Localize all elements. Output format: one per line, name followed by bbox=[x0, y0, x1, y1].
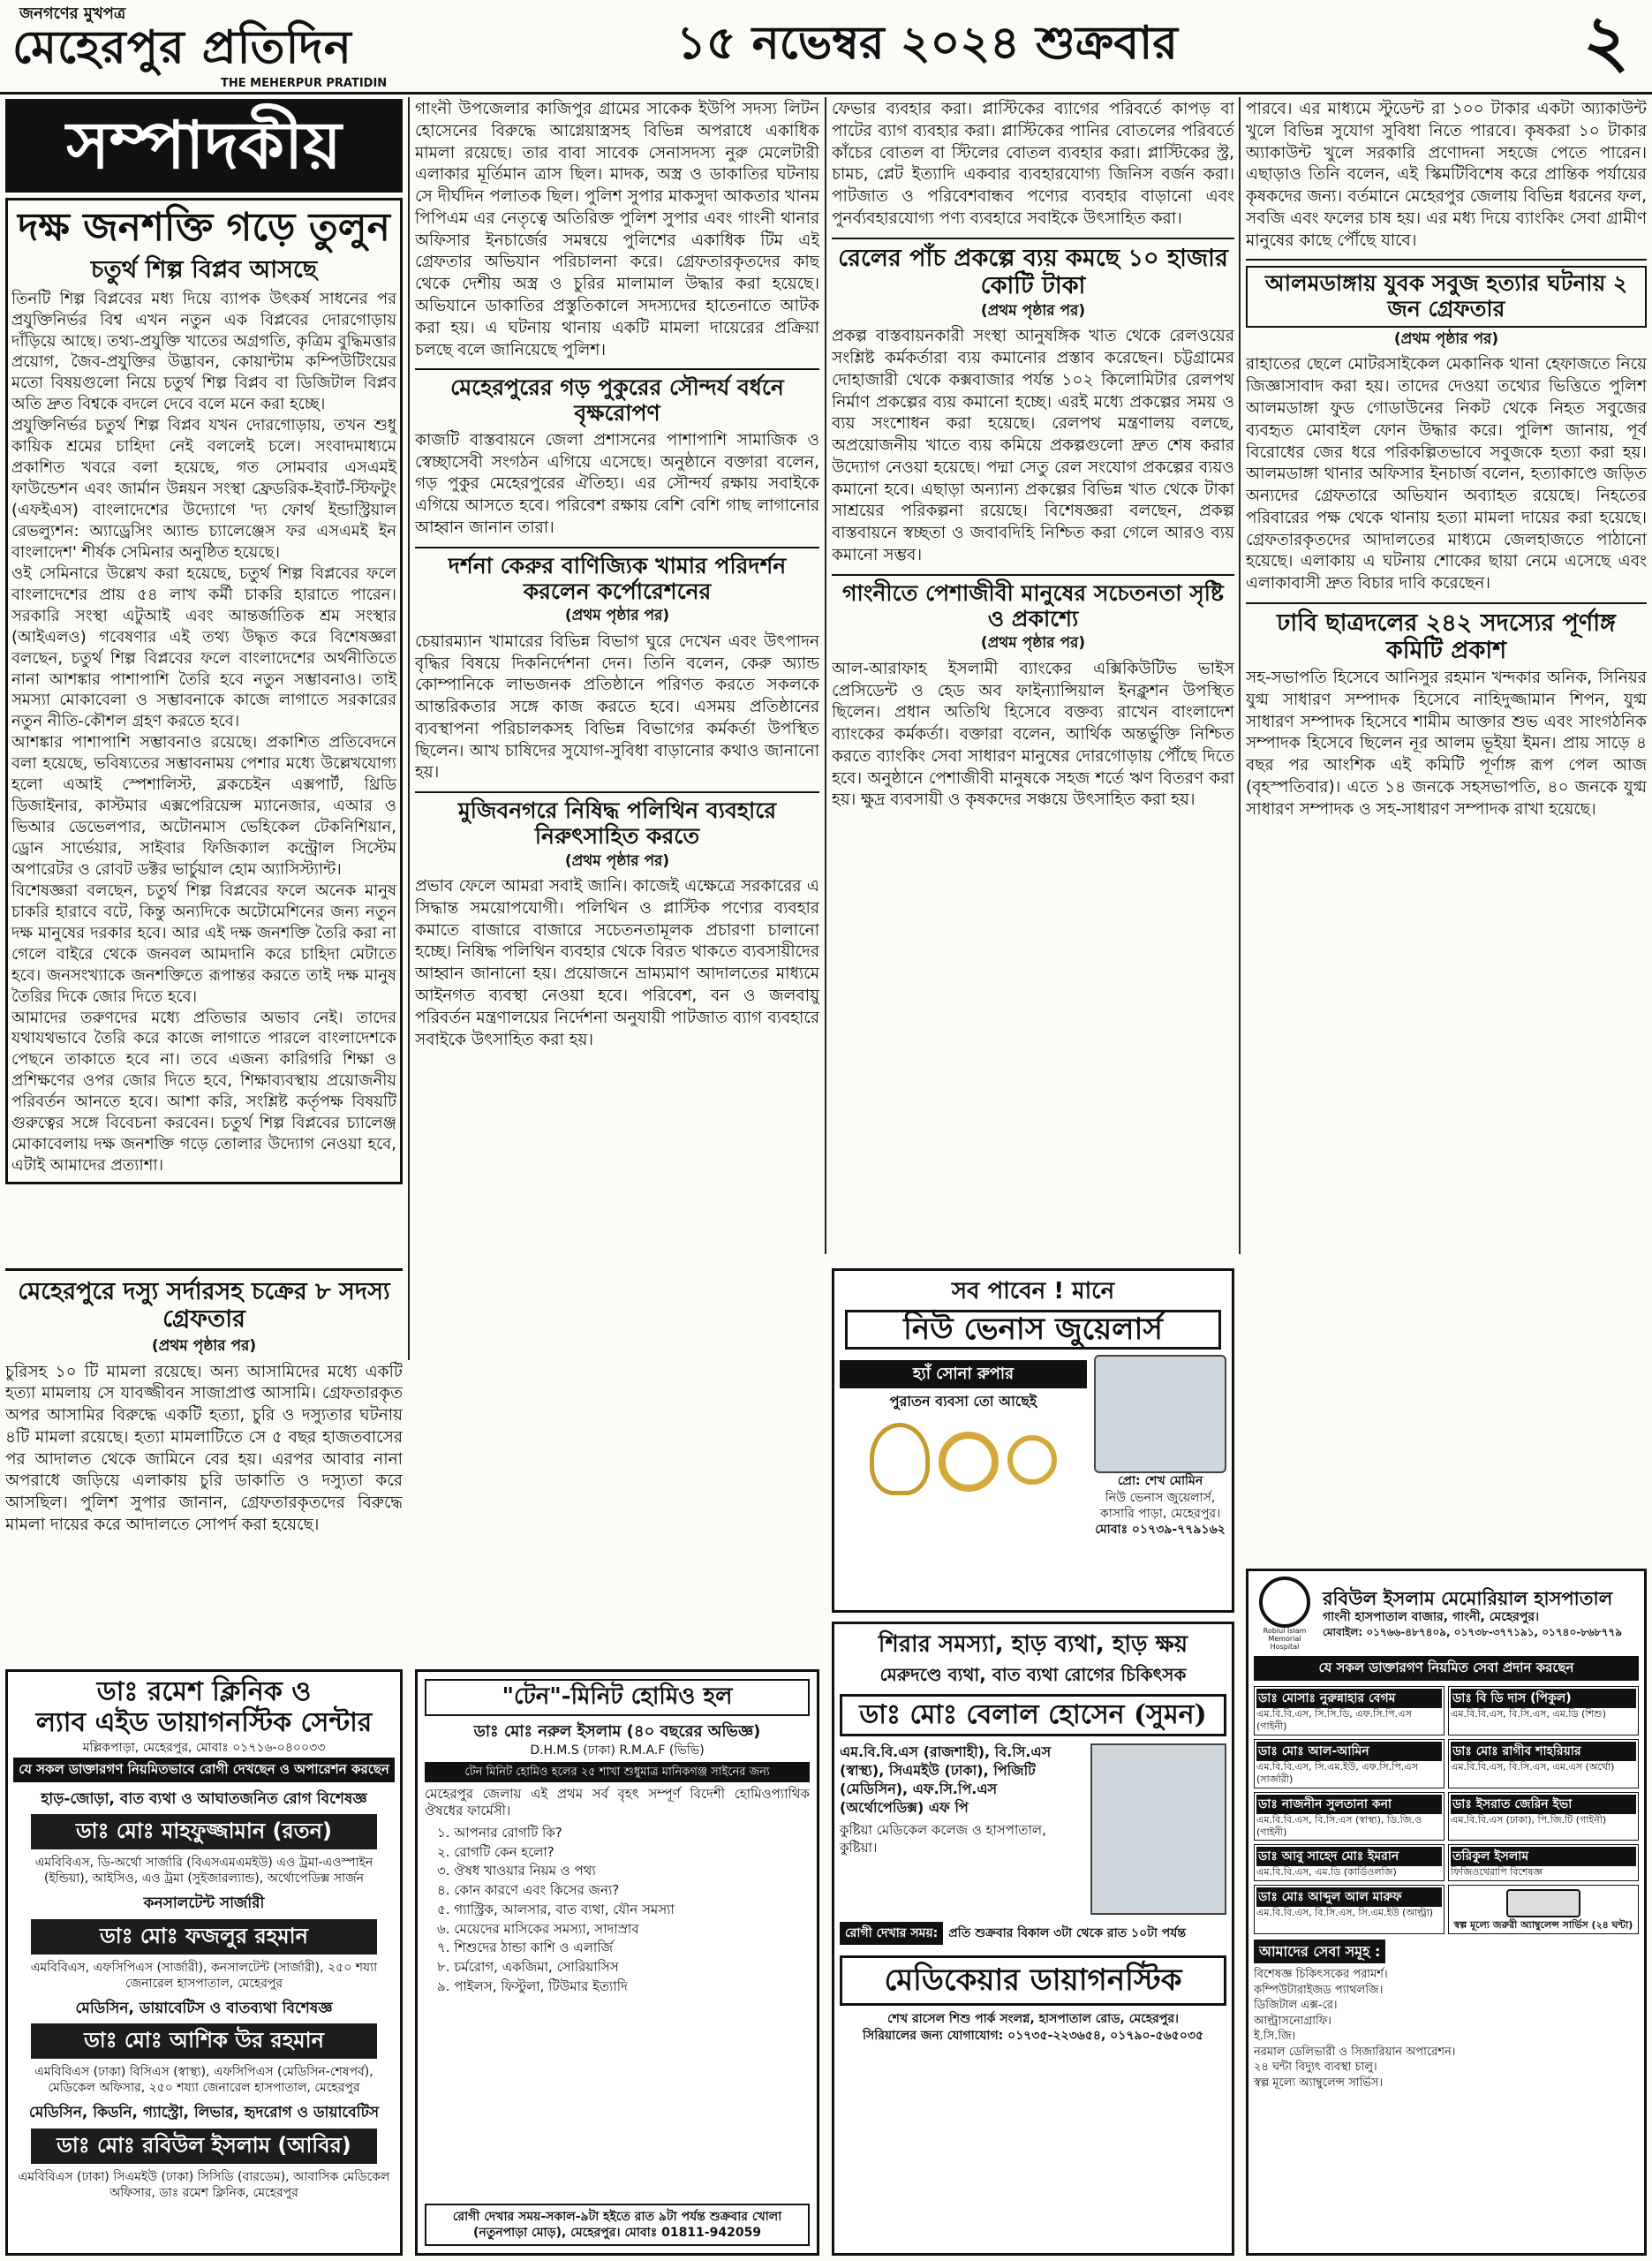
homeo-note: টেন মিনিট হোমিও হলের ২৫ শাখা শুধুমাত্র মানিকগঞ্জ সাইনের জন্য bbox=[425, 1762, 810, 1782]
homeo-doctor: ডাঃ মোঃ নরুল ইসলাম (৪০ বছরের অভিজ্ঞ) bbox=[473, 1721, 761, 1741]
doctor-name: ডাঃ বি ডি দাস (পিকুল) bbox=[1451, 1689, 1636, 1708]
owner-phone: মোবাঃ ০১৭৩৯-৭৭৯১৬২ bbox=[1095, 1522, 1226, 1537]
issue-date: ১৫ নভেম্বর ২০২৪ শুক্রবার bbox=[676, 16, 1178, 70]
list-item: কম্পিউটারাইজড প্যাথলজি। bbox=[1254, 1983, 1384, 1997]
jewellery-advert bbox=[832, 1268, 1234, 1613]
ambulance-card bbox=[1448, 1885, 1639, 1934]
rail-body: প্রকল্প বাস্তবায়নকারী সংস্থা আনুষঙ্গিক খাত থেকে রেলওয়ের সংশ্লিষ্ট কর্মকর্তারা ব্যয় কমানোর প্রস্তাব করেছেন। চট্টগ্রামের দোহাজারী থেকে কক্সবাজার পর্যন্ত ১০২ কিলোমিটার রেলপথ নির্মাণ প্রকল্পের ব্যয় কমানো হচ্ছে। এরই মধ্যে প্রকল্পের সময় ও ব্যয় সংশোধন করা হয়েছে। রেলপথ মন্ত্রণালয় বলছে, অপ্রয়োজনীয় খাতে ব্যয় কমিয়ে প্রকল্পগুলো দ্রুত শেষ করার উদ্যোগ নেওয়া হয়েছে। পদ্মা সেতু রেল সংযোগ প্রকল্পের ব্যয়ও কমানো হবে। এছাড়া অন্যান্য প্রকল্পের বিভিন্ন খাত থেকে টাকা সাশ্রয়ের পরিকল্পনা রয়েছে। বিশেষজ্ঞরা বলছেন, প্রকল্প বাস্তবায়নে স্বচ্ছতা ও জবাবদিহি নিশ্চিত করা গেলে আরও ব্যয় কমানো সম্ভব। bbox=[832, 327, 1234, 565]
murder-story bbox=[1246, 259, 1647, 595]
rail-headline: রেলের পাঁচ প্রকল্পে ব্যয় কমছে ১০ হাজার কোটি টাকা bbox=[838, 244, 1228, 299]
doctor-degree: এমবিবিএস, ডি-অর্থো সার্জারি (বিএসএমএমইউ) এও ট্রমা-এওস্পাইন (ইন্ডিয়া), আইসিও, এও ট্রমা (সুইজারল্যান্ড), অর্থোপেডিক্স সার্জন bbox=[34, 1856, 373, 1887]
doctor-card bbox=[1448, 1686, 1639, 1735]
homeo-advert bbox=[415, 1669, 819, 2256]
editorial-paragraph: ওই সেমিনারে উল্লেখ করা হয়েছে, চতুর্থ শিল্প বিপ্লবের ফলে বাংলাদেশের প্রায় ৫৪ লাখ কর্মী চাকরি হারাতে পারেন। সরকারি সংস্থা এটুআই এবং আন্তর্জাতিক শ্রম সংস্থার (আইএলও) গবেষণার এই তথ্য উদ্ধৃত করে বিশেষজ্ঞরা বলছেন, চতুর্থ শিল্প বিপ্লবের ফলে বাংলাদেশের অর্থনীতিতে নানা আশঙ্কার পাশাপাশি তৈরি হবে নতুন সম্ভাবনাও। তাই সমস্যা মোকাবেলা ও সম্ভাবনাকে কাজে লাগাতে সরকারের নতুন নীতি-কৌশল গ্রহণ করতে হবে। bbox=[11, 563, 396, 731]
necklace-icon bbox=[870, 1423, 930, 1495]
ambulance-icon bbox=[1506, 1889, 1580, 1917]
editorial-frame bbox=[5, 198, 403, 1184]
bangle-icon bbox=[1007, 1435, 1057, 1485]
column-divider bbox=[1239, 97, 1241, 1254]
doctor-degree: ফিজিওথেরাপি বিশেষজ্ঞ bbox=[1451, 1866, 1543, 1879]
masthead-tagline: জনগণের মুখপত্র bbox=[19, 4, 126, 23]
owner-address: নিউ ভেনাস জুয়েলার্স, কাসারি পাড়া, মেহেরপুর। bbox=[1099, 1490, 1221, 1521]
editorial-banner: সম্পাদকীয় bbox=[5, 99, 403, 193]
list-item: ৩. ঔষধ খাওয়ার নিয়ম ও পথ্য bbox=[437, 1863, 596, 1879]
robbery-headline: মেহেরপুরে দস্যু সর্দারসহ চক্রের ৮ সদস্য গ্রেফতার bbox=[18, 1278, 390, 1334]
diag-time-value: প্রতি শুক্রবার বিকাল ৩টা থেকে রাত ১০টা পর্যন্ত bbox=[948, 1926, 1187, 1941]
doctor-name: ডাঃ নাজনীন সুলতানা কনা bbox=[1256, 1795, 1442, 1814]
gangni-body: আল-আরাফাহ ইসলামী ব্যাংকের এক্সিকিউটিভ ভাইস প্রেসিডেন্ট ও হেড অব ফাইন্যান্সিয়াল ইনক্লুশন উপস্থিত ছিলেন। প্রধান অতিথি হিসেবে বক্তব্য রাখেন বাংলাদেশ ব্যাংকের কর্মকর্তা। বক্তারা বলেন, আর্থিক অন্তর্ভুক্তি নিশ্চিত করতে ব্যাংকিং সেবা সাধারণ মানুষের দোরগোড়ায় পৌঁছে দিতে হবে। অনুষ্ঠানে পেশাজীবী মানুষকে সহজ শর্তে ঋণ বিতরণ করা হয়। ক্ষুদ্র ব্যবসায়ী ও কৃষকদের সঞ্চয়ে উৎসাহিত করা হয়। bbox=[832, 659, 1234, 810]
owner-photo bbox=[1094, 1355, 1226, 1473]
clinic-title-2: ল্যাব এইড ডায়াগনস্টিক সেন্টার bbox=[35, 1706, 373, 1738]
hospital-logo-text: Robiul Islam Memorial Hospital bbox=[1263, 1627, 1307, 1651]
diag-time-label: রোগী দেখার সময়: bbox=[840, 1922, 943, 1945]
farm-story bbox=[415, 547, 819, 784]
jewellery-owner bbox=[1094, 1355, 1226, 1538]
doctor-name: ডাঃ মোঃ রবিউল ইসলাম (আবির) bbox=[31, 2129, 377, 2164]
homeo-list bbox=[425, 1824, 810, 1997]
doctor-degree: এম.বি.বি.এস, সি.এম.ইউ, এফ.সি.পি.এস (সার্জারী) bbox=[1256, 1761, 1418, 1785]
clinic-title: ডাঃ রমেশ ক্লিনিক ও bbox=[96, 1676, 312, 1707]
jewellery-line1: হ্যাঁ সোনা রুপার bbox=[840, 1360, 1087, 1388]
gangni-story bbox=[832, 574, 1234, 812]
list-item: ৭. শিশুদের ঠান্ডা কাশি ও এলার্জি bbox=[437, 1940, 613, 1956]
doctor-card bbox=[1254, 1885, 1445, 1934]
doctor-specialty: মেডিসিন, কিডনি, গ্যাস্ট্রো, লিভার, হৃদরোগ ও ডায়াবেটিস bbox=[28, 2104, 380, 2122]
clinic-advert bbox=[5, 1669, 403, 2256]
homeo-title: "টেন"-মিনিট হোমিও হল bbox=[425, 1679, 810, 1716]
doctor-photo bbox=[1090, 1743, 1226, 1915]
diag-top2: মেরুদণ্ডে ব্যথা, বাত ব্যথা রোগের চিকিৎসক bbox=[879, 1664, 1187, 1686]
homeo-intro: মেহেরপুর জেলায় এই প্রথম সর্ব বৃহৎ সম্পূর্ণ বিদেশী হোমিওপ্যাথিক ঔষধের ফার্মেসী। bbox=[425, 1785, 810, 1819]
list-item: ৯. পাইলস, ফিস্টুলা, টিউমার ইত্যাদি bbox=[437, 1977, 628, 1994]
doctor-card bbox=[1448, 1792, 1639, 1841]
pond-body: কাজটি বাস্তবায়নে জেলা প্রশাসনের পাশাপাশি সামাজিক ও স্বেচ্ছাসেবী সংগঠন এগিয়ে এসেছে। অনুষ্ঠানে বক্তারা বলেন, গড় পুকুর মেহেরপুরের ঐতিহ্য। এর সৌন্দর্য রক্ষায় সবাইকে এগিয়ে আসতে হবে। পরিবেশ রক্ষায় বেশি বেশি গাছ লাগানোর আহ্বান জানান তারা। bbox=[415, 430, 819, 537]
dhaka-headline: ঢাবি ছাত্রদলের ২৪২ সদস্যের পূর্ণাঙ্গ কমিটি প্রকাশ bbox=[1277, 609, 1616, 665]
doctor-specialty: মেডিসিন, ডায়াবেটিস ও বাতব্যথা বিশেষজ্ঞ bbox=[75, 1999, 333, 2017]
doctor-name: ডাঃ মোঃ আশিক উর রহমান bbox=[31, 2023, 377, 2059]
page-number: ২ bbox=[1582, 0, 1629, 82]
doctor-name: ডাঃ মোসাঃ নুরুন্নাহার বেগম bbox=[1256, 1689, 1442, 1708]
dhaka-story bbox=[1246, 602, 1647, 821]
services-list bbox=[1254, 1967, 1639, 2091]
doctor-degree: এম.বি.বি.এস, বি.সি.এস, এম.ডি (শিশু) bbox=[1451, 1708, 1606, 1720]
editorial-subhead: চতুর্থ শিল্প বিপ্লব আসছে bbox=[90, 255, 318, 284]
doctor-degree: এমবিবিএস, এফসিপিএস (সার্জারী), কনসালটেন্ট (সার্জারী), ২৫০ শয্যা জেনারেল হাসপাতাল, মেহেরপুর bbox=[30, 1960, 378, 1991]
hospital-header bbox=[1254, 1577, 1639, 1651]
murder-headline: আলমডাঙ্গায় যুবক সবুজ হত্যার ঘটনায় ২ জন গ্রেফতার bbox=[1246, 266, 1647, 328]
farm-body: চেয়ারম্যান খামারের বিভিন্ন বিভাগ ঘুরে দেখেন এবং উৎপাদন বৃদ্ধির বিষয়ে দিকনির্দেশনা দেন। তিনি বলেন, কেরু অ্যান্ড কোম্পানিকে লাভজনক প্রতিষ্ঠানে পরিণত করতে সকলকে আন্তরিকতার সঙ্গে কাজ করতে হবে। এসময় প্রতিষ্ঠানের ব্যবস্থাপনা পরিচালকসহ বিভিন্ন বিভাগের কর্মকর্তা উপস্থিত ছিলেন। আখ চাষিদের সুযোগ-সুবিধা বাড়ানোর কথাও জানানো হয়। bbox=[415, 631, 819, 783]
column-2 bbox=[415, 99, 819, 1261]
jewellery-body bbox=[840, 1355, 1226, 1538]
hospital-phone: মোবাইল: ০১৭৬৬-৪৮৭৪০৯, ০১৭৩৮-৩৭৭১৯১, ০১৭৪০-৮৬৮৭৭৯ bbox=[1323, 1625, 1622, 1638]
editorial-paragraph: আমাদের তরুণদের মধ্যে প্রতিভার অভাব নেই। তাদের যথাযথভাবে তৈরি করে কাজে লাগাতে পারলে বাংলাদেশকে পেছনে তাকাতে হবে না। তবে এজন্য কারিগরি শিক্ষা ও প্রশিক্ষণের ওপর জোর দিতে হবে, শিক্ষাব্যবস্থায় প্রয়োজনীয় পরিবর্তন আনতে হবে। আশা করি, সংশ্লিষ্ট কর্তৃপক্ষ বিষয়টি গুরুত্বের সঙ্গে বিবেচনা করবেন। চতুর্থ শিল্প বিপ্লবের চ্যালেঞ্জ মোকাবেলায় দক্ষ জনশক্তি গড়ে তোলার উদ্যোগ নেওয়া হবে, এটাই আমাদের প্রত্যাশা। bbox=[11, 1008, 396, 1176]
hospital-ribbon: যে সকল ডাক্তারগণ নিয়মিত সেবা প্রদান করছেন bbox=[1254, 1656, 1639, 1681]
list-item: ৪. কোন কারণে এবং কিসের জন্য? bbox=[437, 1882, 620, 1899]
farm-headline: দর্শনা কেরুর বাণিজ্যিক খামার পরিদর্শন করলেন কর্পোরেশনের bbox=[448, 552, 787, 604]
homeo-degree: D.H.M.S (ঢাকা) R.M.A.F (ভিভি) bbox=[530, 1743, 705, 1758]
hospital-name: রবিউল ইসলাম মেমোরিয়াল হাসপাতাল bbox=[1323, 1587, 1613, 1610]
editorial-paragraph: তিনটি শিল্প বিপ্লবের মধ্য দিয়ে ব্যাপক উৎকর্ষ সাধনের পর প্রযুক্তিনির্ভর বিশ্ব এখন নতুন এক বিপ্লবের দোরগোড়ায় দাঁড়িয়ে আছে। তথ্য-প্রযুক্তি খাতের অগ্রগতি, কৃত্রিম বুদ্ধিমত্তার প্রয়োগ, জৈব-প্রযুক্তির উদ্ভাবন, কোয়ান্টাম কম্পিউটিংয়ের মতো বিষয়গুলো নিয়ে চতুর্থ শিল্প বিপ্লব বা ডিজিটাল বিপ্লব অতি দ্রুত বিশ্বকে বদলে দেবে বলে মনে করা হচ্ছে। bbox=[11, 289, 396, 414]
hospital-advert bbox=[1246, 1569, 1647, 2256]
column-divider bbox=[408, 97, 410, 1360]
ambulance-text: স্বল্প মূল্যে জরুরী অ্যাম্বুলেন্স সার্ভিস (২৪ ঘন্টা) bbox=[1453, 1919, 1633, 1932]
diag-center-name: মেডিকেয়ার ডায়াগনস্টিক bbox=[840, 1955, 1226, 2006]
gangni-headline: গাংনীতে পেশাজীবী মানুষের সচেতনতা সৃষ্টি ও প্রকাশ্যে bbox=[842, 579, 1224, 631]
diag-degree: এম.বি.বি.এস (রাজশাহী), বি.সি.এস (স্বাস্থ্য), সিএমইউ (ঢাকা), পিজিটি (মেডিসিন), এফ.সি.পি.এস (অর্থোপেডিক্স) এফ পি bbox=[840, 1743, 1052, 1816]
doctor-card bbox=[1254, 1739, 1445, 1788]
homeo-footer bbox=[425, 2204, 810, 2246]
owner-name: প্রো: শেখ মোমিন bbox=[1117, 1474, 1203, 1489]
robbery-story bbox=[5, 1268, 403, 1666]
editorial-body bbox=[11, 289, 396, 1176]
list-item: ৫. গ্যাস্ট্রিক, আলসার, বাত ব্যথা, যৌন সমস্যা bbox=[437, 1901, 675, 1917]
list-item: ডিজিটাল এক্স-রে। bbox=[1254, 1999, 1338, 2013]
list-item: আল্ট্রাসনোগ্রাফি। bbox=[1254, 2014, 1331, 2028]
doctor-name: তরিকুল ইসলাম bbox=[1451, 1847, 1636, 1866]
doctor-degree: এম.বি.বি.এস, বি.সি.এস (স্বাস্থ্য), ডি.জি.ও (গাইনী) bbox=[1256, 1813, 1422, 1838]
doctor-card bbox=[1254, 1844, 1445, 1881]
homeo-address: (নতুনপাড়া মোড়), মেহেরপুর। মোবাঃ 01811-942059 bbox=[472, 2225, 762, 2240]
diag-info bbox=[840, 1743, 1083, 1915]
doctor-card bbox=[1254, 1792, 1445, 1841]
murder-body: রাহাতের ছেলে মোটরসাইকেল মেকানিক থানা হেফাজতে নিয়ে জিজ্ঞাসাবাদ করা হয়। তাদের দেওয়া তথ্যের ভিত্তিতে পুলিশ আলমডাঙ্গা ফুড গোডাউনের নিকট থেকে নিহত সবুজের ব্যবহৃত মোবাইল ফোন উদ্ধার করে। পুলিশ জানায়, পূর্ব বিরোধের জের ধরে পরিকল্পিতভাবে সবুজকে হত্যা করা হয়। আলমডাঙ্গা থানার অফিসার ইনচার্জ বলেন, হত্যাকাণ্ডে জড়িত অন্যদের গ্রেফতারে অভিযান অব্যাহত রয়েছে। নিহতের পরিবারের পক্ষ থেকে থানায় হত্যা মামলা দায়ের করা হয়েছে। গ্রেফতারকৃতদের আদালতের মাধ্যমে জেলহাজতে পাঠানো হয়েছে। এলাকায় এ ঘটনায় শোকের ছায়া নেমে এসেছে এবং এলাকাবাসী দ্রুত বিচার দাবি করেছেন। bbox=[1246, 355, 1647, 594]
doctor-degree: এম.বি.বি.এস, বি.সি.এস, সি.এম.ইউ (আল্ট্রা) bbox=[1256, 1907, 1434, 1919]
editorial-paragraph: বিশেষজ্ঞরা বলছেন, চতুর্থ শিল্প বিপ্লবের ফলে অনেক মানুষ চাকরি হারাবে বটে, কিন্তু অন্যদিকে অটোমেশিনের জন্য নতুন দক্ষ মানুষের দরকার হবে। আর এই দক্ষ জনশক্তি তৈরি করা না গেলে বাইরে থেকে জনবল আমদানি করে চাহিদা মেটাতে হবে। জনসংখ্যাকে জনশক্তিতে রূপান্তর করতে তাই দক্ষ মানুষ তৈরির দিকে জোর দিতে হবে। bbox=[11, 881, 396, 1006]
editorial-section bbox=[5, 99, 403, 1261]
dhaka-body: সহ-সভাপতি হিসেবে আনিসুর রহমান খন্দকার অনিক, সিনিয়র যুগ্ম সাধারণ সম্পাদক হিসেবে নাহিদুজ্জামান শিপন, যুগ্ম সাধারণ সম্পাদক হিসেবে শামীম আক্তার শুভ এবং সাংগঠনিক সম্পাদক হিসেবে ছিলেন নূর আলম ভূইয়া ইমন। প্রায় সাড়ে ৪ বছর পর আংশিক এই কমিটি পূর্ণাঙ্গ রূপ পেল আজ (বৃহস্পতিবার)। এতে ১৪ জনকে সহসভাপতি, ৪০ জনকে যুগ্ম সাধারণ সম্পাদক ও সহ-সাধারণ সম্পাদক রাখা হয়েছে। bbox=[1246, 669, 1647, 819]
doctor-name: ডাঃ ইসরাত জেরিন ইভা bbox=[1451, 1795, 1636, 1814]
pond-headline: মেহেরপুরের গড় পুকুরের সৌন্দর্য বর্ধনে বৃক্ষরোপণ bbox=[450, 374, 784, 427]
doctor-degree: এম.বি.বি.এস, এম.ডি (কার্ডিওলজি) bbox=[1256, 1866, 1397, 1879]
jewellery-top: সব পাবেন ! মানে bbox=[951, 1278, 1115, 1304]
masthead-title-english: THE MEHERPUR PRATIDIN bbox=[221, 77, 388, 90]
homeo-hours: রোগী দেখার সময়-সকাল-৯টা হইতে রাত ৯টা পর্যন্ত শুক্রবার খোলা bbox=[452, 2209, 782, 2224]
bangle-icon bbox=[939, 1432, 999, 1492]
list-item: ৬. মেয়েদের মাসিকের সমস্যা, সাদাস্রাব bbox=[437, 1920, 639, 1937]
jewellery-info bbox=[840, 1355, 1087, 1538]
doctor-card bbox=[1448, 1739, 1639, 1788]
hospital-logo bbox=[1254, 1577, 1316, 1651]
continued-label: (প্রথম পৃষ্ঠার পর) bbox=[564, 607, 670, 625]
doctor-degree: এমবিবিএস (ঢাকা) সিএমইউ (ঢাকা) সিসিডি (বারডেম), আবাসিক মেডিকেল অফিসার, ডাঃ রমেশ ক্লিনিক, মেহেরপুর bbox=[18, 2169, 390, 2200]
doctor-card bbox=[1254, 1686, 1445, 1735]
diag-doctor: ডাঃ মোঃ বেলাল হোসেন (সুমন) bbox=[840, 1694, 1226, 1737]
story-continuation: গাংনী উপজেলার কাজিপুর গ্রামের সাকেক ইউপি সদস্য লিটন হোসেনের বিরুদ্ধে আগ্নেয়াস্ত্রসহ বিভিন্ন অপরাধে একাধিক মামলা রয়েছে। তার বাবা সাবেক সেনাসদস্য নুরু মেলেটারী এলাকার মূর্তিমান ত্রাস ছিল। মাদক, অস্ত্র ও ডাকাতির ঘটনায় সে দীর্ঘদিন পলাতক ছিল। পুলিশ সুপার মাকসুদা আকতার খানম পিপিএম এর নেতৃত্বে অতিরিক্ত পুলিশ সুপার এবং গাংনী থানার অফিসার ইনচার্জের সমন্বয়ে পুলিশের একাধিক টিম এই গ্রেফতার অভিযান পরিচালনা করে। গ্রেফতারকৃতদের কাছ থেকে দেশীয় অস্ত্র ও চুরির মালামাল উদ্ধার করা হয়েছে। অভিযানে ডাকাতির প্রস্তুতিকালে সদস্যদের হাতেনাতে আটক করা হয়। এ ঘটনায় থানায় একটি মামলা দায়েরের প্রক্রিয়া চলছে বলে জানিয়েছে পুলিশ। bbox=[415, 100, 819, 359]
editorial-paragraph: প্রযুক্তিনির্ভর চতুর্থ শিল্প বিপ্লব যখন দোরগোড়ায়, তখন শুধু কায়িক শ্রমের চাহিদা নেই বললেই চলে। সংবাদমাধ্যমে প্রকাশিত খবরে বলা হয়েছে, গত সোমবার এসএমই ফাউন্ডেশন এবং জার্মান উন্নয়ন সংস্থা ফ্রেডরিক-ইবার্ট-স্টিফটুং (এফইএস) বাংলাদেশের উদ্যোগে 'দ্য ফোর্থ ইন্ডাস্ট্রিয়াল রেভল্যুশন: অ্যাড্রেসিং অ্যান্ড চ্যালেঞ্জেস ফর এসএমই ইন বাংলাদেশ' শীর্ষক সেমিনার অনুষ্ঠিত হয়েছে। bbox=[11, 416, 396, 562]
diagnostic-advert bbox=[832, 1622, 1234, 2256]
hospital-address: গাংনী হাসপাতাল বাজার, গাংনী, মেহেরপুর। bbox=[1323, 1610, 1540, 1625]
doctor-name: ডাঃ মোঃ মাহফুজ্জামান (রতন) bbox=[31, 1814, 377, 1849]
doctor-degree: এমবিবিএস (ঢাকা) বিসিএস (স্বাস্থ্য), এফসিপিএস (মেডিসিন-শেষপর্ব), মেডিকেল অফিসার, ২৫০ শয্যা জেনারেল হাসপাতাল, মেহেরপুর bbox=[34, 2065, 373, 2096]
pond-story bbox=[415, 368, 819, 539]
doctor-degree: এম.বি.বি.এস (ঢাকা), পি.জি.টি (গাইনী) bbox=[1451, 1813, 1607, 1826]
continued-label: (প্রথম পৃষ্ঠার পর) bbox=[1393, 329, 1499, 348]
masthead-title: মেহেরপুর প্রতিদিন bbox=[12, 20, 352, 74]
list-item: ১. আপনার রোগটি কি? bbox=[437, 1824, 562, 1841]
continued-label: (প্রথম পৃষ্ঠার পর) bbox=[564, 851, 670, 870]
jewellery-line2: পুরাতন ব্যবসা তো আছেই bbox=[889, 1393, 1037, 1410]
clinic-ribbon: যে সকল ডাক্তারগণ নিয়মিতভাবে রোগী দেখছেন ও অপারেশন করছেন bbox=[13, 1758, 395, 1782]
diag-time bbox=[840, 1922, 1226, 1945]
polythene-body: প্রভাব ফেলে আমরা সবাই জানি। কাজেই এক্ষেত্রে সরকারের এ সিদ্ধান্ত সময়োপযোগী। পলিথিন ও প্লাস্টিক পণ্যের ব্যবহার কমাতে বাজারে বাজারে সচেতনতামূলক প্রচারণা চালানো হচ্ছে। নিষিদ্ধ পলিথিন ব্যবহার থেকে বিরত থাকতে ব্যবসায়ীদের আহ্বান জানানো হয়। প্রয়োজনে ভ্রাম্যমাণ আদালতের মাধ্যমে আইনগত ব্যবস্থা নেওয়া হবে। পরিবেশ, বন ও জলবায়ু পরিবর্তন মন্ত্রণালয়ের নির্দেশনা অনুযায়ী পাটজাত ব্যাগ ব্যবহারে সবাইকে উৎসাহিত করা হয়। bbox=[415, 877, 819, 1049]
continued-label: (প্রথম পৃষ্ঠার পর) bbox=[151, 1337, 257, 1356]
doctor-name: ডাঃ মোঃ আব্দুল আল মারুফ bbox=[1256, 1887, 1442, 1907]
list-item: ৮. চর্মরোগ, একজিমা, সোরিয়াসিস bbox=[437, 1959, 619, 1976]
doctor-name: ডাঃ মোঃ ফজলুর রহমান bbox=[31, 1919, 377, 1955]
doctor-name: ডাঃ আবু সাহেদ মোঃ ইমরান bbox=[1256, 1847, 1442, 1866]
story-continuation: পারবে। এর মাধ্যমে স্টুডেন্ট রা ১০০ টাকার একটা অ্যাকাউন্ট খুলে বিভিন্ন সুযোগ সুবিধা নিতে পারবে। কৃষকরা ১০ টাকার অ্যাকাউন্ট খুলে সরকারি প্রণোদনা সহজে পেতে পারেন। এছাড়াও তিনি বলেন, এই স্কিমটিবিশেষ করে প্রান্তিক পর্যায়ের কৃষকদের জন্য। বর্তমানে মেহেরপুর জেলায় বিভিন্ন ধরনের ফল, সবজি এবং ফলের চাষ হয়। এর মধ্য দিয়ে ব্যাংকিং সেবা গ্রামীণ মানুষের কাছে পৌঁছে যাবে। bbox=[1246, 100, 1647, 250]
column-divider bbox=[825, 97, 826, 1254]
jewellery-name: নিউ ভেনাস জুয়েলার্স bbox=[845, 1310, 1221, 1350]
continued-label: (প্রথম পৃষ্ঠার পর) bbox=[980, 634, 1086, 653]
list-item: ২. রোগটি কেন হলো? bbox=[437, 1843, 554, 1860]
hospital-title-block bbox=[1323, 1588, 1639, 1639]
editorial-paragraph: আশঙ্কার পাশাপাশি সম্ভাবনাও রয়েছে। প্রকাশিত প্রতিবেদনে বলা হয়েছে, ভবিষ্যতের সম্ভাবনাময় পেশার মধ্যে উল্লেখযোগ্য হলো এআই স্পেশালিস্ট, ব্লকচেইন এক্সপার্ট, থ্রিডি ডিজাইনার, কাস্টমার এক্সপেরিয়েন্স ম্যানেজার, এআর ও ভিআর ডেভেলপার, অটোনমাস ভেহিকেল টেকনিশিয়ান, ড্রোন সার্ভেয়ার, সাইবার ফিজিক্যাল কন্ট্রোল সিস্টেম অপারেটর ও রোবট ডক্টর ভার্চুয়াল হোম অ্যাসিস্ট্যান্ট। bbox=[11, 733, 396, 879]
list-item: স্বল্প মূল্যে অ্যাম্বুলেন্স সার্ভিস। bbox=[1254, 2076, 1384, 2090]
rail-story bbox=[832, 238, 1234, 567]
list-item: ২৪ ঘন্টা বিদ্যুৎ ব্যবস্থা চালু। bbox=[1254, 2061, 1377, 2075]
clinic-address: মল্লিকপাড়া, মেহেরপুর, মোবাঃ ০১৭১৬-০৪০০৩৩ bbox=[82, 1741, 326, 1755]
services-title: আমাদের সেবা সমূহ : bbox=[1254, 1940, 1385, 1963]
doctor-degree: এম.বি.বি.এস, বি.সি.এস, এম.এস (অর্থো) bbox=[1451, 1761, 1615, 1773]
column-4 bbox=[1246, 99, 1647, 1565]
diag-top1: শিরার সমস্যা, হাড় ব্যথা, হাড় ক্ষয় bbox=[878, 1631, 1188, 1658]
diag-college: কুষ্টিয়া মেডিকেল কলেজ ও হাসপাতাল, কুষ্টিয়া। bbox=[840, 1822, 1046, 1856]
doctor-name: ডাঃ মোঃ আল-আমিন bbox=[1256, 1742, 1442, 1761]
polythene-headline: মুজিবনগরে নিষিদ্ধ পলিথিন ব্যবহারে নিরুৎসাহিত করতে bbox=[457, 798, 777, 849]
masthead bbox=[0, 0, 1652, 95]
jewellery-images bbox=[840, 1423, 1087, 1495]
diag-body bbox=[840, 1743, 1226, 1915]
diag-address: শেখ রাসেল শিশু পার্ক সংলগ্ন, হাসপাতাল রোড, মেহেরপুর। bbox=[886, 2012, 1180, 2027]
hospital-logo-icon bbox=[1259, 1577, 1310, 1628]
polythene-story bbox=[415, 791, 819, 1051]
list-item: ই.সি.জি। bbox=[1254, 2030, 1296, 2044]
list-item: বিশেষজ্ঞ চিকিৎসকের পরামর্শ। bbox=[1254, 1968, 1388, 1982]
list-item: নরমাল ডেলিভারী ও সিজারিয়ান অপারেশন। bbox=[1254, 2045, 1456, 2059]
robbery-body: চুরিসহ ১০ টি মামলা রয়েছে। অন্য আসামিদের মধ্যে একটি হত্যা মামলায় সে যাবজ্জীবন সাজাপ্রাপ্ত আসামি। গ্রেফতারকৃত অপর আসামির বিরুদ্ধে একটি হত্যা, চুরি ও দস্যুতার ঘটনায় ৪টি মামলা রয়েছে। হত্যা মামলাটিতে সে ৫ বছর হাজতবাসের পর আদালত থেকে জামিনে বের হয়। এরপর আবার নানা অপরাধে জড়িয়ে এলাকায় চুরি ডাকাতি ও দস্যুতা করে আসছিল। পুলিশ সুপার জানান, গ্রেফতারকৃতদের বিরুদ্ধে মামলা দায়ের করে আদালতে সোপর্দ করা হয়েছে। bbox=[5, 1362, 403, 1534]
continued-label: (প্রথম পৃষ্ঠার পর) bbox=[980, 301, 1086, 320]
hospital-doctor-grid bbox=[1254, 1686, 1639, 1934]
doctor-specialty: হাড়-জোড়া, বাত ব্যথা ও আঘাতজনিত রোগ বিশেষজ্ঞ bbox=[41, 1789, 367, 1808]
editorial-headline: দক্ষ জনশক্তি গড়ে তুলুন bbox=[18, 205, 390, 250]
doctor-degree: এম.বি.বি.এস, সি.সি.ডি, এফ.সি.পি.এস (গাইনী) bbox=[1256, 1708, 1412, 1733]
diag-phone: সিরিয়ালের জন্য যোগাযোগ: ০১৭৩৫-২২৩৬৫৪, ০১৭৯০-৫৬৫০৩৫ bbox=[862, 2028, 1204, 2043]
doctor-specialty: কনসালটেন্ট সার্জারী bbox=[143, 1894, 265, 1913]
column-3 bbox=[832, 99, 1234, 1261]
doctor-card bbox=[1448, 1844, 1639, 1881]
story-continuation: ফেভার ব্যবহার করা। প্লাস্টিকের ব্যাগের পরিবর্তে কাপড় বা পাটের ব্যাগ ব্যবহার করা। প্লাস্টিকের পানির বোতলের পরিবর্তে কাঁচের বোতল বা স্টিলের বোতল ব্যবহার করা। প্লাস্টিকের স্ট্র, চামচ, প্লেট ইত্যাদি একবার ব্যবহারযোগ্য জিনিস বর্জন করা। পাটজাত ও পরিবেশবান্ধব পণ্যের ব্যবহার বাড়ানো এবং পুনর্ব্যবহারযোগ্য পণ্য ব্যবহারে সবাইকে উৎসাহিত করা। bbox=[832, 100, 1234, 228]
doctor-name: ডাঃ মোঃ রাগীব শাহরিয়ার bbox=[1451, 1742, 1636, 1761]
